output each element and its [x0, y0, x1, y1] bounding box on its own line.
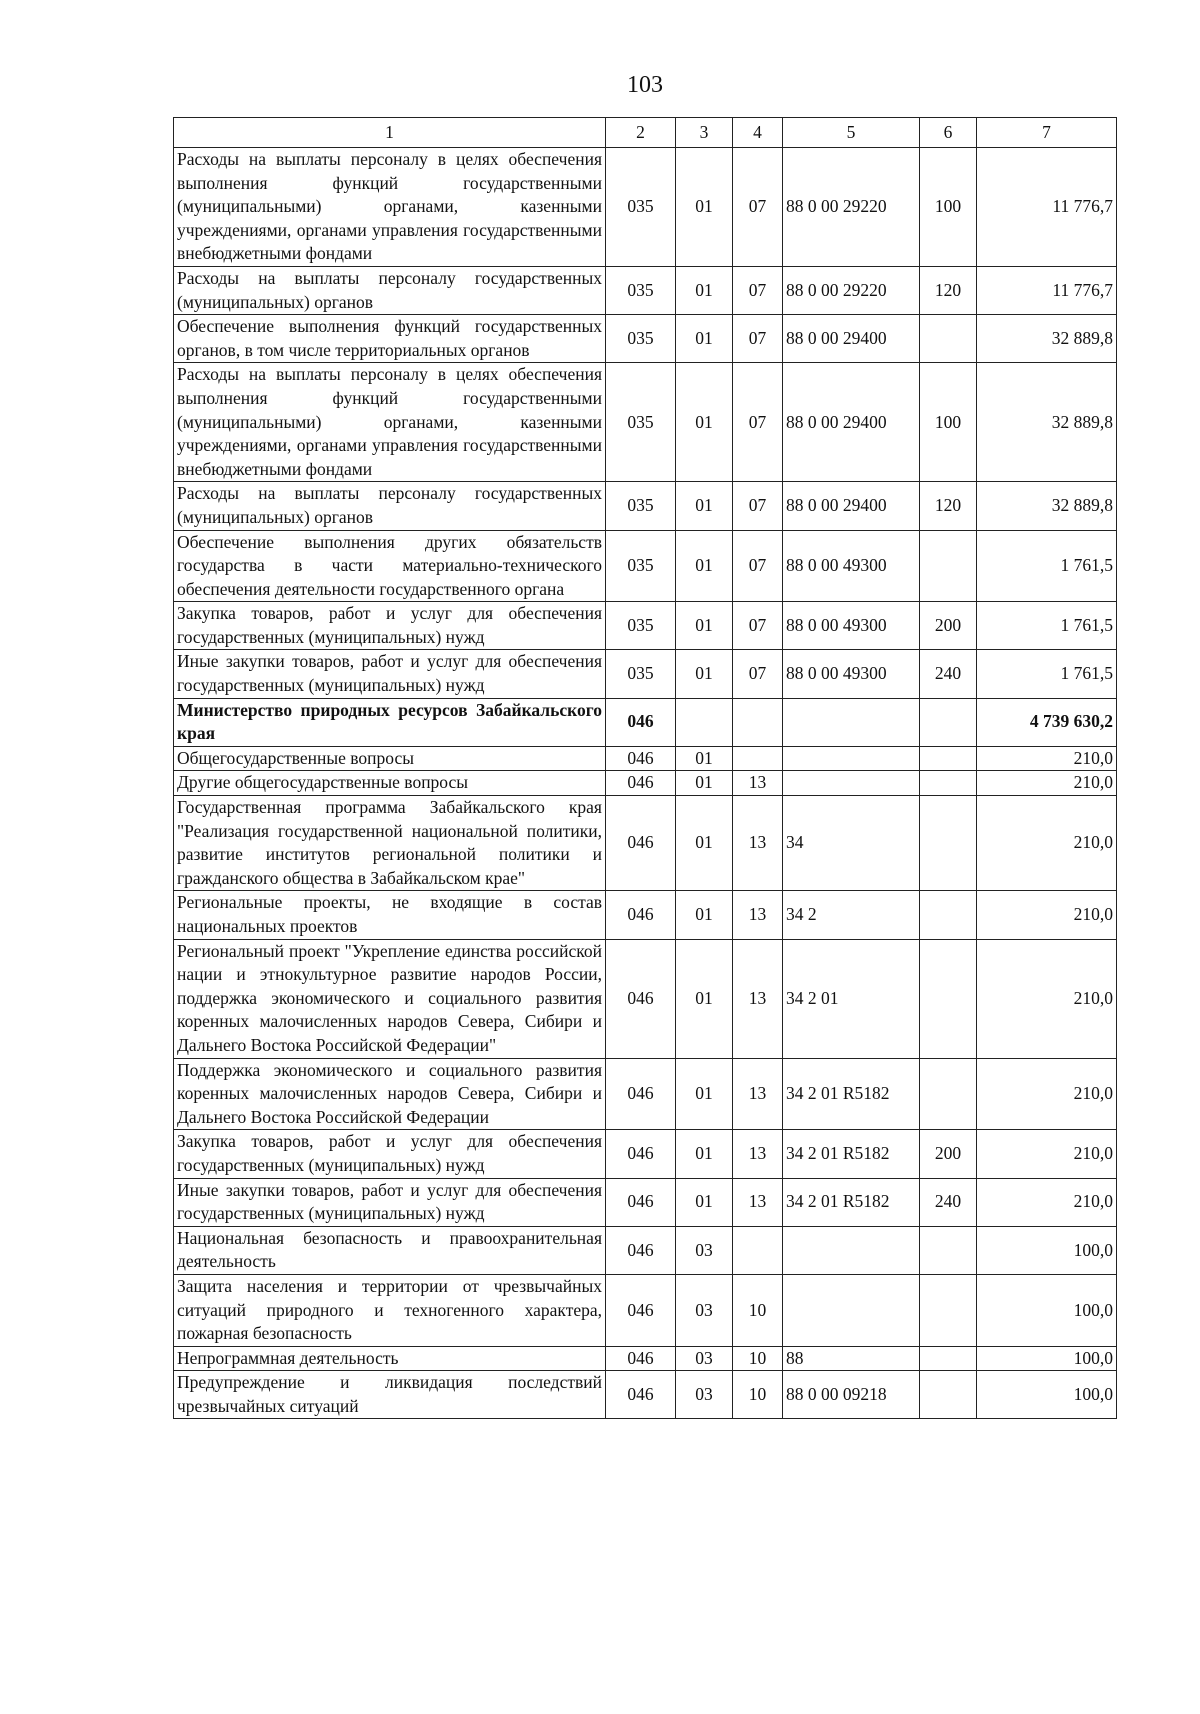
row-target-code: 34 2 01 — [783, 939, 920, 1058]
row-expense-type: 100 — [920, 148, 977, 267]
row-expense-type — [920, 1058, 977, 1130]
row-target-code: 88 0 00 49300 — [783, 650, 920, 698]
row-subsection-code: 13 — [733, 939, 783, 1058]
row-amount: 210,0 — [977, 1130, 1117, 1178]
column-header-3: 3 — [676, 118, 733, 148]
row-name: Обеспечение выполнения функций государственных органов, в том числе территориальных органов — [174, 315, 606, 363]
row-amount: 100,0 — [977, 1226, 1117, 1274]
row-section-code: 03 — [676, 1346, 733, 1371]
row-section-code: 01 — [676, 148, 733, 267]
row-subsection-code — [733, 698, 783, 746]
row-target-code: 34 2 01 R5182 — [783, 1130, 920, 1178]
row-subsection-code: 07 — [733, 315, 783, 363]
row-target-code: 34 — [783, 796, 920, 891]
table-row — [174, 698, 1117, 746]
row-subsection-code: 13 — [733, 771, 783, 796]
header-row — [174, 118, 1117, 148]
row-ministry-code: 046 — [606, 771, 676, 796]
budget-table — [173, 117, 1117, 1419]
row-expense-type — [920, 1346, 977, 1371]
row-expense-type — [920, 891, 977, 939]
table-row — [174, 746, 1117, 771]
row-expense-type — [920, 1371, 977, 1419]
row-subsection-code: 07 — [733, 148, 783, 267]
row-ministry-code: 035 — [606, 650, 676, 698]
column-header-7: 7 — [977, 118, 1117, 148]
row-name: Предупреждение и ликвидация последствий чрезвычайных ситуаций — [174, 1371, 606, 1419]
row-target-code: 88 0 00 09218 — [783, 1371, 920, 1419]
row-amount: 4 739 630,2 — [977, 698, 1117, 746]
row-name: Закупка товаров, работ и услуг для обеспечения государственных (муниципальных) нужд — [174, 602, 606, 650]
row-section-code: 03 — [676, 1371, 733, 1419]
row-section-code: 01 — [676, 315, 733, 363]
row-subsection-code — [733, 1226, 783, 1274]
row-expense-type — [920, 698, 977, 746]
row-name: Расходы на выплаты персоналу в целях обеспечения выполнения функций государственными (муниципальными) органами, казенными учреждениями, органами управления государственными внебюджетными фондами — [174, 148, 606, 267]
row-section-code: 01 — [676, 602, 733, 650]
row-target-code: 34 2 01 R5182 — [783, 1058, 920, 1130]
row-target-code: 88 0 00 29400 — [783, 315, 920, 363]
row-ministry-code: 035 — [606, 266, 676, 314]
row-ministry-code: 046 — [606, 1274, 676, 1346]
row-target-code: 34 2 — [783, 891, 920, 939]
row-name: Защита населения и территории от чрезвычайных ситуаций природного и техногенного характера, пожарная безопасность — [174, 1274, 606, 1346]
row-target-code: 88 0 00 49300 — [783, 530, 920, 602]
row-subsection-code: 13 — [733, 1058, 783, 1130]
row-expense-type — [920, 746, 977, 771]
row-ministry-code: 035 — [606, 602, 676, 650]
table-row — [174, 363, 1117, 482]
row-amount: 11 776,7 — [977, 266, 1117, 314]
table-row — [174, 266, 1117, 314]
column-header-6: 6 — [920, 118, 977, 148]
row-section-code: 01 — [676, 1130, 733, 1178]
row-expense-type — [920, 939, 977, 1058]
table-row — [174, 530, 1117, 602]
table-row — [174, 482, 1117, 530]
row-section-code: 01 — [676, 266, 733, 314]
row-name: Непрограммная деятельность — [174, 1346, 606, 1371]
row-expense-type: 120 — [920, 482, 977, 530]
column-header-5: 5 — [783, 118, 920, 148]
row-subsection-code: 07 — [733, 602, 783, 650]
row-target-code: 88 0 00 49300 — [783, 602, 920, 650]
row-amount: 100,0 — [977, 1346, 1117, 1371]
row-expense-type: 240 — [920, 650, 977, 698]
row-ministry-code: 046 — [606, 1346, 676, 1371]
row-ministry-code: 046 — [606, 796, 676, 891]
row-target-code: 88 0 00 29220 — [783, 266, 920, 314]
table-row — [174, 1130, 1117, 1178]
row-subsection-code: 13 — [733, 1178, 783, 1226]
row-ministry-code: 046 — [606, 1058, 676, 1130]
row-amount: 210,0 — [977, 746, 1117, 771]
row-name: Поддержка экономического и социального развития коренных малочисленных народов Севера, Сибири и Дальнего Востока Российской Федерации — [174, 1058, 606, 1130]
row-section-code: 01 — [676, 1178, 733, 1226]
row-section-code: 01 — [676, 363, 733, 482]
row-target-code — [783, 698, 920, 746]
row-target-code: 34 2 01 R5182 — [783, 1178, 920, 1226]
row-ministry-code: 035 — [606, 315, 676, 363]
row-amount: 100,0 — [977, 1274, 1117, 1346]
row-name: Общегосударственные вопросы — [174, 746, 606, 771]
row-subsection-code: 07 — [733, 650, 783, 698]
table-row — [174, 1274, 1117, 1346]
table-row — [174, 796, 1117, 891]
row-expense-type — [920, 1274, 977, 1346]
table-row — [174, 1058, 1117, 1130]
row-target-code: 88 — [783, 1346, 920, 1371]
row-name: Другие общегосударственные вопросы — [174, 771, 606, 796]
row-target-code: 88 0 00 29400 — [783, 363, 920, 482]
row-expense-type: 200 — [920, 602, 977, 650]
table-row — [174, 650, 1117, 698]
row-amount: 32 889,8 — [977, 363, 1117, 482]
row-section-code: 03 — [676, 1274, 733, 1346]
row-subsection-code: 10 — [733, 1274, 783, 1346]
row-subsection-code — [733, 746, 783, 771]
page-number: 103 — [627, 72, 663, 98]
row-expense-type: 200 — [920, 1130, 977, 1178]
row-name: Расходы на выплаты персоналу государственных (муниципальных) органов — [174, 266, 606, 314]
row-name: Иные закупки товаров, работ и услуг для обеспечения государственных (муниципальных) нужд — [174, 650, 606, 698]
row-section-code: 01 — [676, 482, 733, 530]
row-ministry-code: 046 — [606, 698, 676, 746]
column-header-4: 4 — [733, 118, 783, 148]
row-subsection-code: 13 — [733, 891, 783, 939]
row-section-code: 01 — [676, 530, 733, 602]
row-expense-type: 120 — [920, 266, 977, 314]
row-expense-type — [920, 771, 977, 796]
row-amount: 210,0 — [977, 1058, 1117, 1130]
row-amount: 100,0 — [977, 1371, 1117, 1419]
row-expense-type — [920, 1226, 977, 1274]
row-amount: 210,0 — [977, 891, 1117, 939]
row-name: Расходы на выплаты персоналу в целях обеспечения выполнения функций государственными (муниципальными) органами, казенными учреждениями, органами управления государственными внебюджетными фондами — [174, 363, 606, 482]
row-section-code: 03 — [676, 1226, 733, 1274]
table-row — [174, 771, 1117, 796]
row-target-code: 88 0 00 29400 — [783, 482, 920, 530]
table-row — [174, 891, 1117, 939]
row-expense-type — [920, 530, 977, 602]
row-name: Иные закупки товаров, работ и услуг для обеспечения государственных (муниципальных) нужд — [174, 1178, 606, 1226]
row-section-code: 01 — [676, 746, 733, 771]
row-ministry-code: 046 — [606, 1130, 676, 1178]
row-subsection-code: 07 — [733, 530, 783, 602]
row-name: Обеспечение выполнения других обязательств государства в части материально-технического обеспечения деятельности государственного органа — [174, 530, 606, 602]
row-section-code: 01 — [676, 650, 733, 698]
row-subsection-code: 10 — [733, 1346, 783, 1371]
row-name: Национальная безопасность и правоохранительная деятельность — [174, 1226, 606, 1274]
row-ministry-code: 035 — [606, 148, 676, 267]
row-subsection-code: 07 — [733, 482, 783, 530]
row-ministry-code: 046 — [606, 746, 676, 771]
row-section-code — [676, 698, 733, 746]
table-row — [174, 315, 1117, 363]
row-amount: 32 889,8 — [977, 482, 1117, 530]
row-amount: 11 776,7 — [977, 148, 1117, 267]
row-subsection-code: 10 — [733, 1371, 783, 1419]
row-name: Государственная программа Забайкальского края "Реализация государственной национальной политики, развитие институтов региональной политики и гражданского общества в Забайкальском крае" — [174, 796, 606, 891]
table-row — [174, 939, 1117, 1058]
row-section-code: 01 — [676, 891, 733, 939]
table-row — [174, 1346, 1117, 1371]
row-section-code: 01 — [676, 796, 733, 891]
table-row — [174, 1226, 1117, 1274]
row-expense-type — [920, 796, 977, 891]
row-ministry-code: 035 — [606, 530, 676, 602]
column-header-2: 2 — [606, 118, 676, 148]
row-amount: 1 761,5 — [977, 650, 1117, 698]
row-name: Министерство природных ресурсов Забайкальского края — [174, 698, 606, 746]
row-amount: 210,0 — [977, 1178, 1117, 1226]
row-target-code: 88 0 00 29220 — [783, 148, 920, 267]
row-name: Региональный проект "Укрепление единства российской нации и этнокультурное развитие народов России, поддержка экономического и социального развития коренных малочисленных народов Севера, Сибири и Дальнего Востока Российской Федерации" — [174, 939, 606, 1058]
table-row — [174, 1178, 1117, 1226]
row-expense-type: 240 — [920, 1178, 977, 1226]
row-target-code — [783, 1226, 920, 1274]
row-target-code — [783, 1274, 920, 1346]
table-row — [174, 148, 1117, 267]
row-subsection-code: 07 — [733, 266, 783, 314]
row-amount: 210,0 — [977, 771, 1117, 796]
row-name: Закупка товаров, работ и услуг для обеспечения государственных (муниципальных) нужд — [174, 1130, 606, 1178]
row-name: Региональные проекты, не входящие в состав национальных проектов — [174, 891, 606, 939]
table-row — [174, 1371, 1117, 1419]
row-amount: 210,0 — [977, 796, 1117, 891]
row-amount: 1 761,5 — [977, 530, 1117, 602]
row-ministry-code: 046 — [606, 891, 676, 939]
row-amount: 210,0 — [977, 939, 1117, 1058]
row-ministry-code: 035 — [606, 482, 676, 530]
row-target-code — [783, 746, 920, 771]
table-row — [174, 602, 1117, 650]
row-amount: 1 761,5 — [977, 602, 1117, 650]
row-ministry-code: 035 — [606, 363, 676, 482]
row-name: Расходы на выплаты персоналу государственных (муниципальных) органов — [174, 482, 606, 530]
row-subsection-code: 07 — [733, 363, 783, 482]
row-expense-type: 100 — [920, 363, 977, 482]
row-section-code: 01 — [676, 939, 733, 1058]
row-ministry-code: 046 — [606, 1371, 676, 1419]
column-header-1: 1 — [174, 118, 606, 148]
row-subsection-code: 13 — [733, 1130, 783, 1178]
row-target-code — [783, 771, 920, 796]
row-subsection-code: 13 — [733, 796, 783, 891]
row-amount: 32 889,8 — [977, 315, 1117, 363]
row-section-code: 01 — [676, 1058, 733, 1130]
row-section-code: 01 — [676, 771, 733, 796]
row-expense-type — [920, 315, 977, 363]
row-ministry-code: 046 — [606, 1226, 676, 1274]
row-ministry-code: 046 — [606, 939, 676, 1058]
row-ministry-code: 046 — [606, 1178, 676, 1226]
